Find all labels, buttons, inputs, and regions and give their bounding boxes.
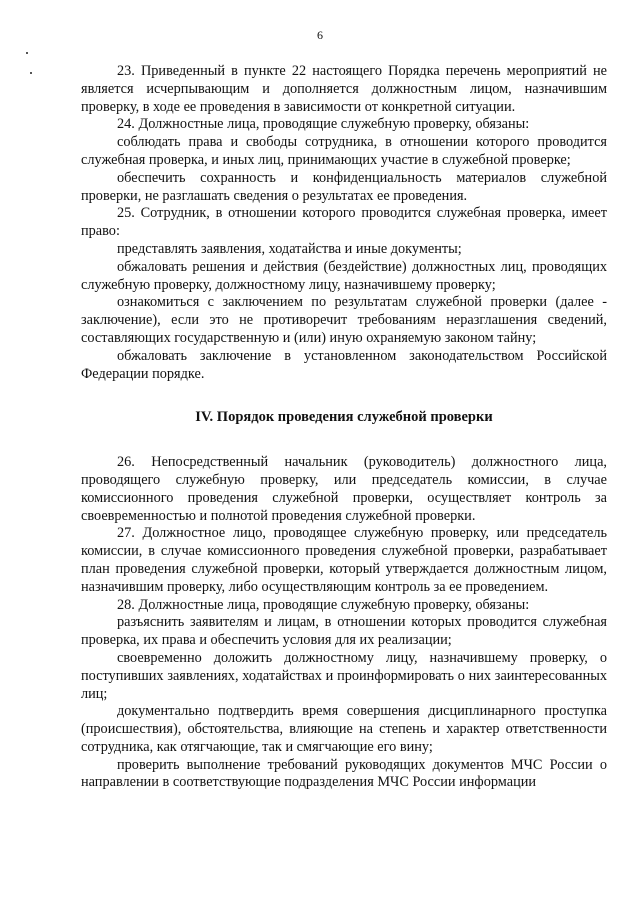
paragraph-25: 25. Сотрудник, в отношении которого проводится служебная проверка, имеет право: (81, 205, 607, 240)
paragraph-28-item-1: разъяснить заявителям и лицам, в отношении которых проводится служебная проверка, их права и обеспечить условия для их реализации; (81, 614, 607, 649)
paragraph-25-item-4: обжаловать заключение в установленном законодательством Российской Федерации порядке. (81, 347, 607, 382)
paragraph-23: 23. Приведенный в пункте 22 настоящего Порядка перечень мероприятий не является исчерпывающим и дополняется должностным лицом, назначившим проверку, в ходе ее проведения в зависимости от конкретной ситуации. (81, 63, 607, 115)
paragraph-28: 28. Должностные лица, проводящие служебную проверку, обязаны: (117, 596, 530, 613)
scan-speck (26, 52, 28, 54)
paragraph-25-item-2: обжаловать решения и действия (бездействие) должностных лиц, проводящих служебную проверку, должностному лицу, назначившему проверку; (81, 258, 607, 293)
paragraph-24-item-1: соблюдать права и свободы сотрудника, в отношении которого проводится служебная проверка, и иных лиц, принимающих участие в служебной проверке; (81, 134, 607, 168)
paragraph-28-item-3: документально подтвердить время совершения дисциплинарного проступка (происшествия), обстоятельства, влияющие на степень и характер ответственности сотрудника, как отягчающие, так и смягчающие его вину; (81, 703, 607, 755)
paragraph-28-item-2: своевременно доложить должностному лицу, назначившему проверку, о поступивших заявлениях, ходатайствах и проинформировать о них заинтересованных лиц; (81, 649, 607, 702)
page-number: 6 (317, 28, 323, 42)
paragraph-26: 26. Непосредственный начальник (руководитель) должностного лица, проводящего служебную проверку, или председатель комиссии, в случае комиссионного проведения служебной проверки, осуществляет контроль за своевременностью и полнотой проведения служебной проверки. (81, 454, 607, 524)
paragraph-25-item-3: ознакомиться с заключением по результатам служебной проверки (далее - заключение), если это не противоречит требованиям неразглашения сведений, составляющих государственную и (или) иную охраняемую законом тайну; (81, 294, 607, 346)
paragraph-25-item-1: представлять заявления, ходатайства и иные документы; (117, 240, 462, 257)
paragraph-24: 24. Должностные лица, проводящие служебную проверку, обязаны: (117, 116, 530, 133)
section-heading: IV. Порядок проведения служебной проверки (195, 409, 493, 426)
document-body (81, 63, 607, 792)
paragraph-28-item-4: проверить выполнение требований руководящих документов МЧС России о направлении в соответствующие подразделения МЧС России информации (81, 756, 607, 791)
scan-speck (30, 72, 32, 74)
paragraph-24-item-2: обеспечить сохранность и конфиденциальность материалов служебной проверки, не разглашать сведения о результатах ее проведения. (81, 169, 607, 204)
paragraph-27: 27. Должностное лицо, проводящее служебную проверку, или председатель комиссии, в случае комиссионного проведения служебной проверки, разрабатывает план проведения служебной проверки, который утверждается должностным лицом, назначившим проверку, либо осуществляющим контроль за ее проведением. (81, 525, 607, 595)
